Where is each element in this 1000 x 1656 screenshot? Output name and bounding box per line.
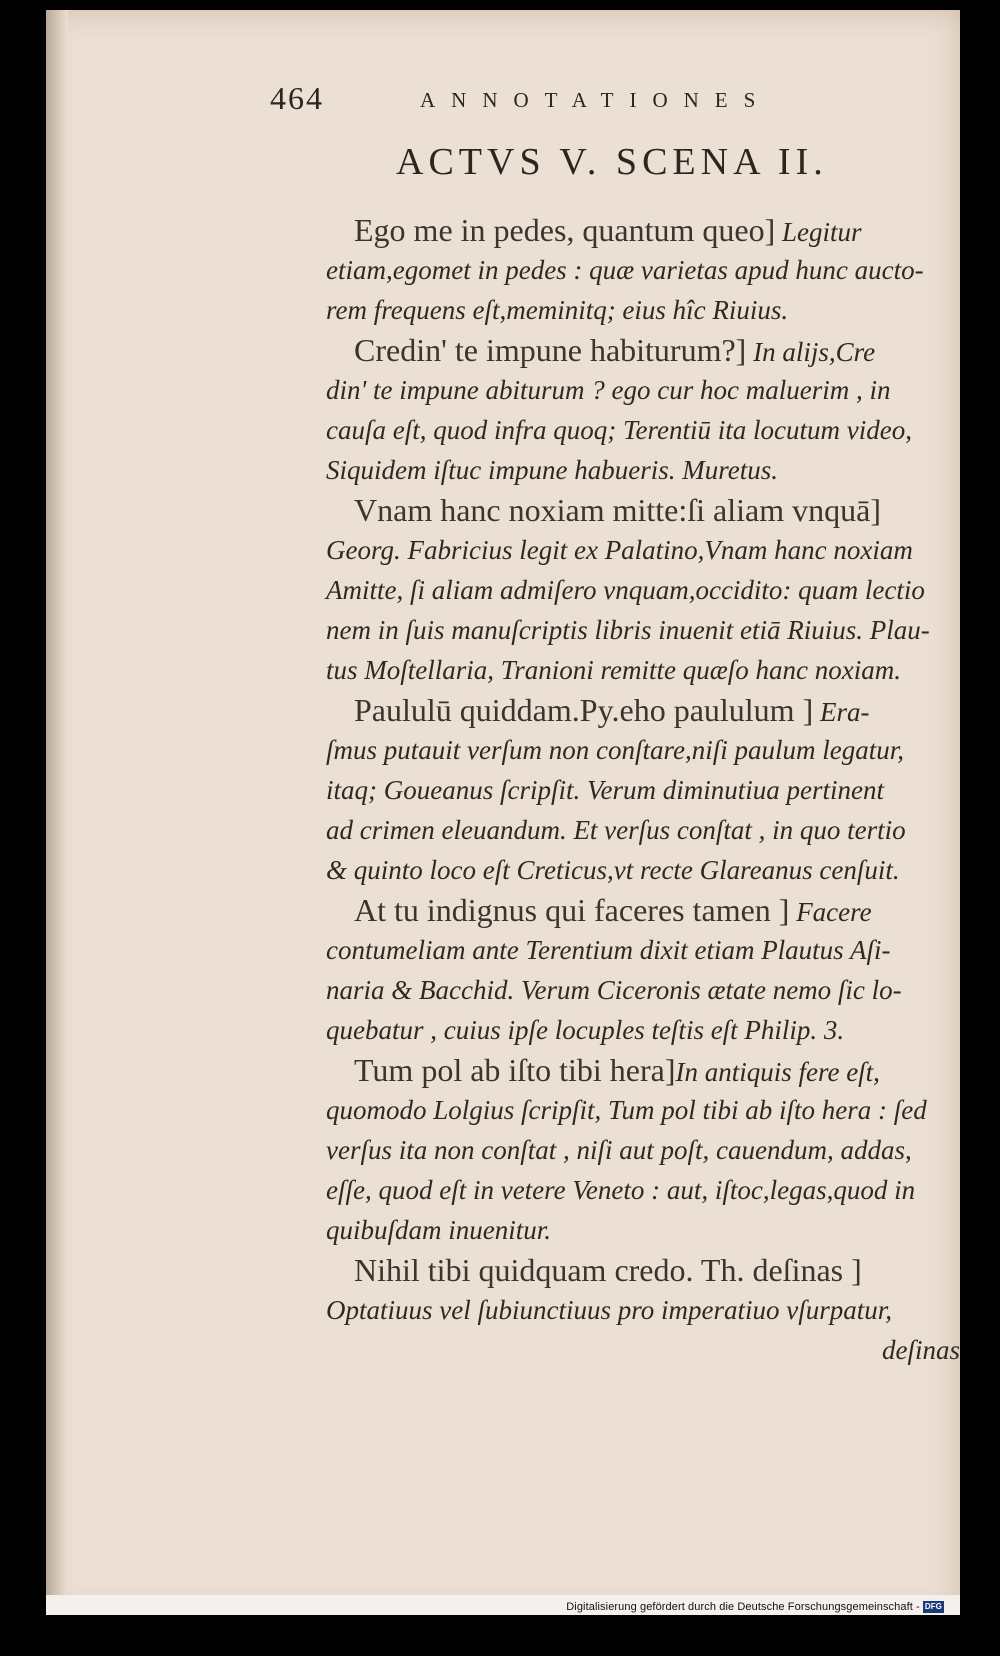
- text-line: [326, 1050, 960, 1090]
- commentary-text: ſmus putauit verſum non conſtare,niſi paulum legatur,: [326, 735, 904, 765]
- lemma-text: Vnam hanc noxiam mitte:ſi aliam vnquā]: [354, 492, 881, 528]
- text-line: [326, 810, 960, 850]
- commentary-text: Amitte, ſi aliam admiſero vnquam,occidito: quam lectio: [326, 575, 925, 605]
- commentary-text: verſus ita non conſtat , niſi aut poſt, cauendum, addas,: [326, 1135, 912, 1165]
- text-line: [326, 290, 960, 330]
- text-line: [326, 890, 960, 930]
- lemma-text: Ego me in pedes, quantum queo]: [354, 212, 776, 248]
- commentary-text: Legitur: [775, 217, 862, 247]
- text-line: [326, 1090, 960, 1130]
- text-line: [326, 210, 960, 250]
- commentary-text: nem in ſuis manuſcriptis libris inuenit etiā Riuius. Plau-: [326, 615, 930, 645]
- text-line: [326, 730, 960, 770]
- commentary-text: In antiquis fere eſt,: [675, 1057, 880, 1087]
- commentary-text: Georg. Fabricius legit ex Palatino,Vnam hanc noxiam: [326, 535, 913, 565]
- commentary-text: quibuſdam inuenitur.: [326, 1215, 552, 1245]
- text-line: [326, 410, 960, 450]
- commentary-text: Siquidem iſtuc impune habueris. Muretus.: [326, 455, 778, 485]
- dfg-logo-icon: DFG: [924, 1602, 942, 1611]
- text-line: [326, 450, 960, 490]
- commentary-text: In aliјs,Cre: [746, 337, 876, 367]
- page-number: 464: [270, 80, 324, 116]
- commentary-text: ad crimen eleuandum. Et verſus conſtat , in quo tertio: [326, 815, 906, 845]
- lemma-text: Credin' te impune habiturum?]: [354, 332, 747, 368]
- text-line: [326, 1130, 960, 1170]
- commentary-text: cauſa eſt, quod infra quoq; Terentiū ita locutum video,: [326, 415, 912, 445]
- text-line: [326, 530, 960, 570]
- scene-heading: ACTVS V. SCENA II.: [396, 141, 828, 183]
- credit-text: Digitalisierung gefördert durch die Deutsche Forschungsgemeinschaft -: [566, 1601, 920, 1613]
- commentary-text: tus Moſtellaria, Tranioni remitte quæſo hanc noxiam.: [326, 655, 901, 685]
- digitization-credit: [566, 1601, 944, 1613]
- text-line: [326, 690, 960, 730]
- text-line: [326, 850, 960, 890]
- lemma-text: Nihil tibi quidquam credo. Th. deſinas ]: [354, 1252, 862, 1288]
- text-line: [326, 930, 960, 970]
- running-title: ANNOTATIONES: [420, 88, 772, 112]
- text-line: [326, 650, 960, 690]
- commentary-text: contumeliam ante Terentium dixit etiam Plautus Aſi-: [326, 935, 891, 965]
- commentary-text: Era-: [813, 697, 870, 727]
- text-line: [326, 970, 960, 1010]
- text-line: [326, 1290, 960, 1330]
- commentary-text: naria & Bacchid. Verum Ciceronis ætate nemo ſic lo-: [326, 975, 902, 1005]
- book-page: [46, 10, 960, 1615]
- catchword: deſinas: [882, 1335, 960, 1365]
- lemma-text: At tu indignus qui faceres tamen ]: [354, 892, 790, 928]
- lemma-text: Tum pol ab iſto tibi hera]: [354, 1052, 676, 1088]
- commentary-text: quebatur , cuius ipſe locuples teſtis eſt Philip. 3.: [326, 1015, 845, 1045]
- commentary-text: rem frequens eſt,meminitq; eius hîc Riuius.: [326, 295, 789, 325]
- lemma-text: Paululū quiddam.Py.eho paululum ]: [354, 692, 814, 728]
- text-line: [326, 770, 960, 810]
- text-line: [326, 610, 960, 650]
- text-line: [326, 490, 960, 530]
- text-line: [326, 1170, 960, 1210]
- commentary-text: Facere: [789, 897, 872, 927]
- text-line: [326, 1250, 960, 1290]
- commentary-text: etiam,egomet in pedes : quæ varietas apud hunc aucto-: [326, 255, 924, 285]
- text-line: [326, 1010, 960, 1050]
- commentary-text: Optatiuus vel ſubiunctiuus pro imperatiuo vſurpatur,: [326, 1295, 892, 1325]
- commentary-text: eſſe, quod eſt in vetere Veneto : aut, iſtoc,legas,quod in: [326, 1175, 916, 1205]
- text-line: [326, 570, 960, 610]
- page-spine-shadow: [46, 10, 68, 1615]
- text-line: [326, 370, 960, 410]
- annotation-text: [326, 210, 960, 1370]
- text-line: [326, 330, 960, 370]
- text-line: [326, 250, 960, 290]
- commentary-text: din' te impune abiturum ? ego cur hoc maluerim , in: [326, 375, 891, 405]
- commentary-text: & quinto loco eſt Creticus,vt recte Glareanus cenſuit.: [326, 855, 900, 885]
- footer-strip: [46, 1595, 960, 1615]
- commentary-text: quomodo Lolgius ſcripſit, Tum pol tibi ab iſto hera : ſed: [326, 1095, 927, 1125]
- text-line: [326, 1210, 960, 1250]
- commentary-text: itaq; Goueanus ſcripſit. Verum diminutiua pertinent: [326, 775, 884, 805]
